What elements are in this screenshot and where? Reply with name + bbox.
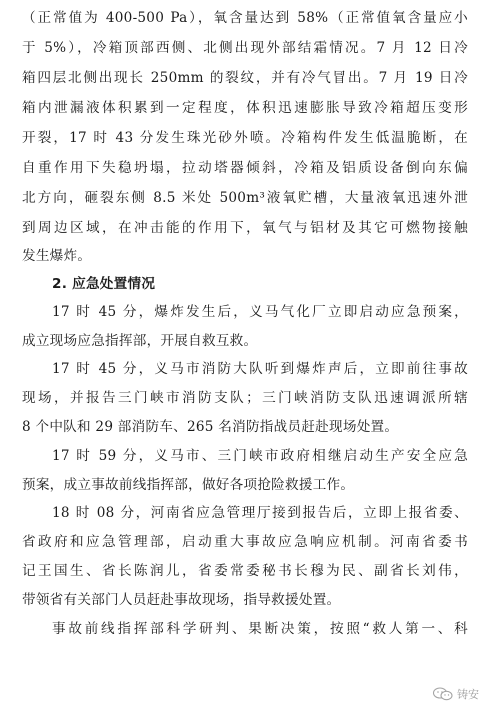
text-line: 带领省有关部门人员赶赴事故现场，指导救援处置。 [22,592,341,608]
text-line: 于 5%），冷箱顶部西侧、北侧出现外部结霜情况。7 月 12 日冷 [22,40,468,56]
text-line: 省政府和应急管理部，启动重大事故应急响应机制。河南省委书 [22,534,468,550]
text-line: 记王国生、省长陈润儿，省委常委秘书长穆为民、副省长刘伟， [22,563,468,579]
text-line: 8 个中队和 29 部消防车、265 名消防指战员赶赴现场处置。 [22,419,399,435]
text-line: 箱四层北侧出现长 250mm 的裂纹，并有冷气冒出。7 月 19 日冷 [22,70,468,86]
watermark [432,686,479,702]
paragraph-first-line: 17 时 45 分，义马市消防大队听到爆炸声后，立即前往事故 [52,361,468,377]
text-line: （正常值为 400-500 Pa），氧含量达到 58%（正常值氧含量应小 [22,10,468,26]
text-line: 发生爆炸。 [22,248,92,264]
text-line: 北方向，砸裂东侧 8.5 米处 500m³液氧贮槽，大量液氧迅速外泄 [22,190,468,206]
text-line: 到周边区域，在冲击能的作用下，氧气与铝材及其它可燃物接触 [22,220,468,236]
section-heading: 2. 应急处置情况 [52,276,156,292]
text-line: 箱内泄漏液体积累到一定程度，体积迅速膨胀导致冷箱超压变形 [22,100,468,116]
text-line: 开裂，17 时 43 分发生珠光砂外喷。冷箱构件发生低温脆断，在 [22,130,468,146]
paragraph-first-line: 18 时 08 分，河南省应急管理厅接到报告后，立即上报省委、 [52,505,468,521]
text-line: 现场，并报告三门峡市消防支队；三门峡消防支队迅速调派所辖 [22,390,468,406]
text-line: 预案，成立事故前线指挥部，做好各项抢险救援工作。 [22,477,355,493]
text-line: 成立现场应急指挥部，开展自救互救。 [22,333,258,349]
paragraph-first-line: 17 时 59 分，义马市、三门峡市政府相继启动生产安全应急 [52,448,468,464]
text-line: 自重作用下失稳坍塌，拉动塔器倾斜，冷箱及铝质设备倒向东偏 [22,160,468,176]
paragraph-first-line: 事故前线指挥部科学研判、果断决策，按照“救人第一、科 [52,621,468,637]
wechat-logo-icon [432,687,454,701]
watermark-text: 铸安 [457,688,479,701]
paragraph-first-line: 17 时 45 分，爆炸发生后，义马气化厂立即启动应急预案， [52,304,468,320]
